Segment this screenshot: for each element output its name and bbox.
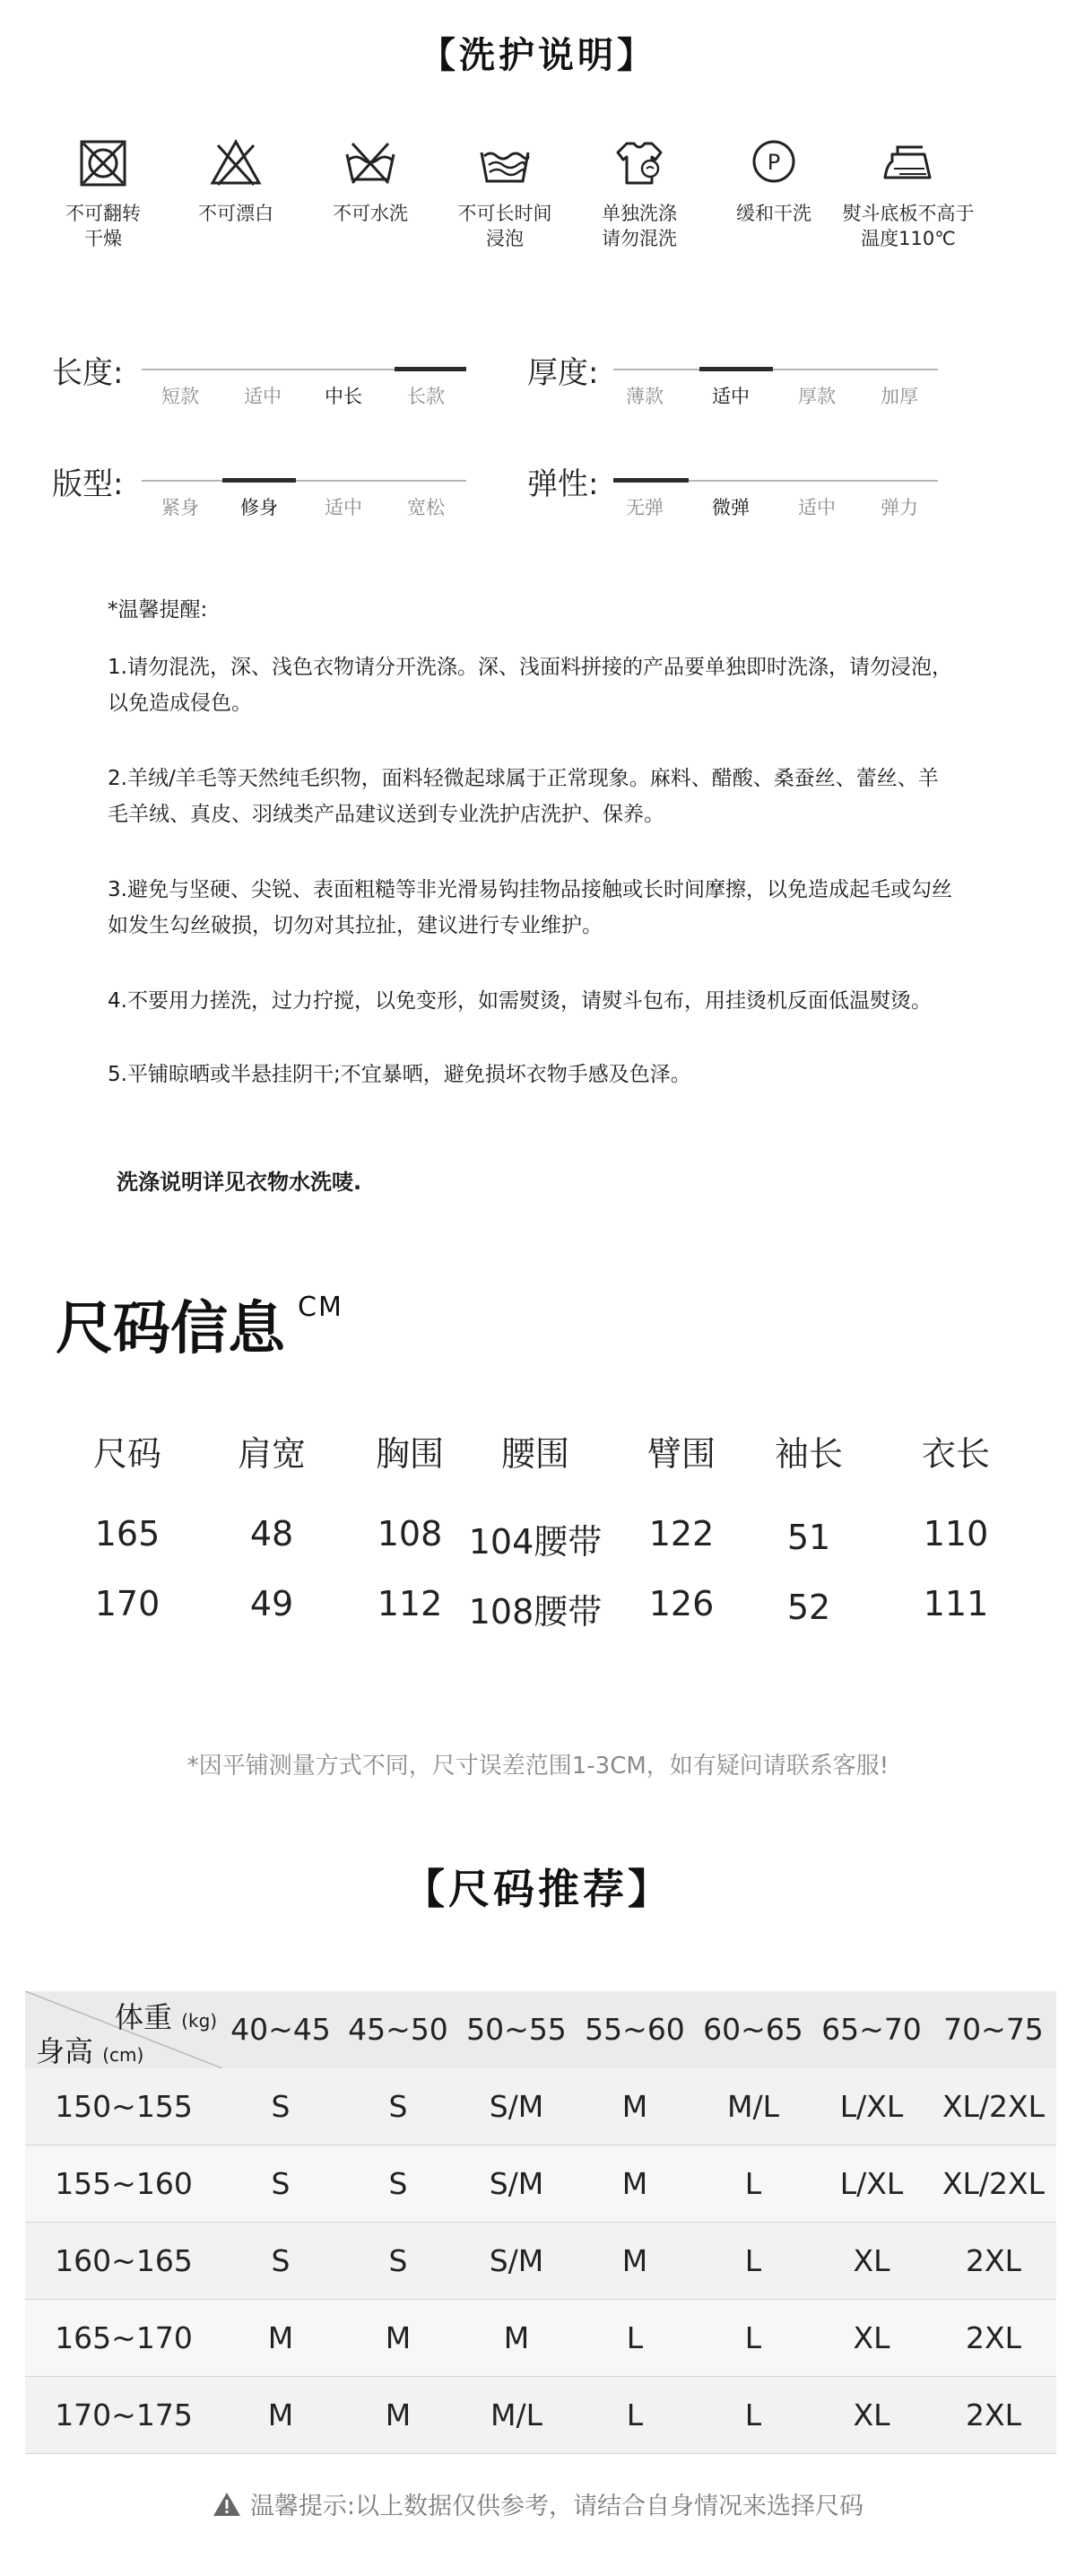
tip-item-5 [108, 1057, 1004, 1092]
length-option: 适中 [244, 386, 282, 407]
thickness-option: 薄款 [626, 386, 664, 407]
tip-line: 1.请勿混洗，深、浅色衣物请分开洗涤。深、浅面料拼接的产品要单独即时洗涤，请勿浸泡， [108, 656, 952, 679]
size-header: 臂围 [646, 1434, 716, 1474]
size-info-unit: CM [298, 1292, 343, 1323]
elasticity-option: 无弹 [626, 497, 664, 518]
size-header: 尺码 [92, 1434, 161, 1474]
recommend-row [25, 2377, 1056, 2454]
height-header [36, 2029, 143, 2070]
thickness-selected-bar [699, 367, 773, 371]
care-item [169, 135, 303, 226]
warning-icon [213, 2491, 241, 2524]
tips-heading: *温馨提醒: [108, 598, 208, 622]
size-header: 肩宽 [237, 1434, 306, 1474]
elasticity-label: 弹性: [527, 466, 599, 502]
care-item [36, 135, 170, 251]
size-cell: 49 [249, 1584, 294, 1623]
weight-range: 45~50 [348, 2012, 448, 2047]
size-cell: 122 [648, 1514, 715, 1553]
no-tumble-dry-icon [36, 135, 170, 192]
size-value: S [271, 2243, 291, 2278]
weight-range: 60~65 [703, 2012, 803, 2047]
fit-scale [52, 459, 473, 531]
fit-option-selected: 修身 [240, 497, 278, 518]
size-cell: 110 [923, 1514, 989, 1553]
size-cell: 111 [923, 1584, 989, 1623]
size-value: L/XL [839, 2166, 904, 2201]
size-cell: 51 [786, 1518, 831, 1557]
recommend-title: 【尺码推荐】 [404, 1865, 672, 1913]
gentle-dry-clean-icon [707, 135, 841, 192]
size-value: 2XL [966, 2398, 1021, 2432]
care-label: 不可翻转 干燥 [65, 203, 141, 249]
height-range: 160~165 [55, 2243, 193, 2278]
size-value: XL [853, 2320, 890, 2355]
size-note: *因平铺测量方式不同，尺寸误差范围1-3CM，如有疑问请联系客服! [187, 1753, 889, 1780]
thickness-track [613, 369, 938, 370]
tip-line: 5.平铺晾晒或半悬挂阴干;不宜暴晒，避免损坏衣物手感及色泽。 [108, 1063, 691, 1086]
weight-label: 体重 [115, 2000, 173, 2034]
length-label: 长度: [52, 355, 124, 391]
tip-item-4 [108, 983, 1004, 1019]
size-value: M [621, 2166, 648, 2201]
size-value: M/L [727, 2089, 779, 2124]
size-value: L [744, 2243, 762, 2278]
size-value: L [626, 2320, 644, 2355]
size-value: M [385, 2320, 412, 2355]
size-value: XL [853, 2243, 890, 2278]
size-header: 腰围 [500, 1434, 569, 1474]
size-value: M [267, 2320, 294, 2355]
size-value: L [744, 2166, 762, 2201]
weight-range: 65~70 [821, 2012, 922, 2047]
fit-option: 紧身 [161, 497, 199, 518]
care-label: 不可水洗 [333, 203, 408, 224]
length-option: 长款 [407, 386, 445, 407]
recommend-row [25, 2068, 1056, 2145]
weight-range: 40~45 [230, 2012, 331, 2047]
size-header: 衣长 [921, 1434, 990, 1474]
care-item [438, 135, 572, 251]
care-label: 熨斗底板不高于 温度110℃ [842, 203, 975, 249]
care-item [707, 135, 841, 226]
size-value: S [388, 2166, 408, 2201]
size-value: M [621, 2089, 648, 2124]
size-value: L/XL [839, 2089, 904, 2124]
size-value: M [385, 2398, 412, 2432]
height-range: 170~175 [55, 2398, 193, 2432]
size-value: M [621, 2243, 648, 2278]
no-bleach-icon [169, 135, 303, 192]
size-value: S/M [489, 2089, 544, 2124]
weight-range: 50~55 [466, 2012, 567, 2047]
recommend-row [25, 2300, 1056, 2377]
size-value: S [388, 2089, 408, 2124]
thickness-option: 厚款 [798, 386, 836, 407]
weight-unit: (kg) [181, 2010, 218, 2032]
length-scale [52, 348, 473, 420]
size-value: L [744, 2398, 762, 2432]
length-selected-bar [395, 367, 466, 371]
size-value: XL [853, 2398, 890, 2432]
recommend-header-row [25, 1991, 1056, 2068]
tip-line: 以免造成侵色。 [108, 692, 252, 715]
fit-track [142, 480, 466, 482]
size-cell: 104腰带 [468, 1522, 603, 1562]
elasticity-scale [527, 459, 949, 531]
size-value: S/M [489, 2166, 544, 2201]
size-value: XL/2XL [941, 2089, 1046, 2124]
tip-item-1 [108, 649, 1004, 721]
tip-line: 如发生勾丝破损，切勿对其拉扯，建议进行专业维护。 [108, 914, 603, 937]
height-label: 身高 [36, 2034, 94, 2068]
footer-tip-text: 温馨提示:以上数据仅供参考，请结合自身情况来选择尺码 [249, 2493, 864, 2520]
size-value: 2XL [966, 2320, 1021, 2355]
svg-text:P: P [767, 150, 781, 175]
size-info-title: 尺码信息 [56, 1296, 285, 1362]
elasticity-option-selected: 微弹 [712, 497, 750, 518]
size-cell: 112 [377, 1584, 443, 1623]
tip-item-2 [108, 761, 1004, 832]
size-value: M [503, 2320, 530, 2355]
size-value: M/L [490, 2398, 542, 2432]
thickness-option: 加厚 [881, 386, 918, 407]
care-item [841, 135, 976, 251]
thickness-label: 厚度: [527, 355, 599, 391]
fit-option: 宽松 [407, 497, 445, 518]
fit-option: 适中 [325, 497, 362, 518]
fit-label: 版型: [52, 466, 124, 502]
care-item [303, 135, 438, 226]
size-value: S/M [489, 2243, 544, 2278]
thickness-scale [527, 348, 949, 420]
tip-line: 毛羊绒、真皮、羽绒类产品建议送到专业洗护店洗护、保养。 [108, 803, 664, 826]
iron-low-temp-icon [841, 135, 976, 192]
care-label: 不可长时间 浸泡 [457, 203, 552, 249]
size-value: S [271, 2166, 291, 2201]
tip-item-3 [108, 872, 1004, 944]
recommend-row [25, 2223, 1056, 2300]
care-label: 单独洗涤 请勿混洗 [602, 203, 677, 249]
size-value: L [744, 2320, 762, 2355]
height-range: 155~160 [55, 2166, 193, 2201]
no-wash-icon [303, 135, 438, 192]
thickness-option-selected: 适中 [712, 386, 750, 407]
care-label: 缓和干洗 [736, 203, 811, 224]
elasticity-selected-bar [613, 478, 689, 483]
tip-line: 2.羊绒/羊毛等天然纯毛织物，面料轻微起球属于正常现象。麻料、醋酸、桑蚕丝、蕾丝、羊 [108, 767, 939, 790]
recommend-row [25, 2145, 1056, 2223]
size-cell: 52 [786, 1588, 831, 1627]
height-range: 150~155 [55, 2089, 193, 2124]
no-soak-icon [438, 135, 572, 192]
fit-selected-bar [222, 478, 296, 483]
care-item [572, 135, 707, 251]
care-icons-row [36, 135, 1040, 269]
size-header: 胸围 [375, 1434, 444, 1474]
tip-line: 4.不要用力搓洗，过力拧搅，以免变形，如需熨烫，请熨斗包布，用挂烫机反面低温熨烫。 [108, 989, 932, 1013]
size-cell: 108腰带 [468, 1592, 603, 1632]
length-track [142, 369, 466, 370]
size-value: S [388, 2243, 408, 2278]
weight-range: 55~60 [585, 2012, 685, 2047]
care-label: 不可漂白 [198, 203, 273, 224]
footer-tip [0, 2486, 1076, 2524]
length-option-selected: 中长 [325, 386, 362, 407]
elasticity-option: 适中 [798, 497, 836, 518]
length-option: 短款 [161, 386, 199, 407]
size-value: 2XL [966, 2243, 1021, 2278]
size-value: L [626, 2398, 644, 2432]
size-header: 袖长 [774, 1434, 843, 1474]
size-cell: 48 [249, 1514, 294, 1553]
wash-note: 洗涤说明详见衣物水洗唛. [117, 1170, 362, 1195]
size-value: XL/2XL [941, 2166, 1046, 2201]
size-cell: 165 [94, 1514, 161, 1553]
wash-separately-icon [572, 135, 707, 192]
weight-range: 70~75 [943, 2012, 1044, 2047]
size-cell: 108 [377, 1514, 443, 1553]
elasticity-track [613, 480, 938, 482]
height-unit: (cm) [102, 2044, 144, 2066]
tip-line: 3.避免与坚硬、尖锐、表面粗糙等非光滑易钩挂物品接触或长时间摩擦，以免造成起毛或勾丝 [108, 878, 952, 901]
size-cell: 126 [648, 1584, 715, 1623]
size-cell: 170 [94, 1584, 161, 1623]
height-range: 165~170 [55, 2320, 193, 2355]
size-value: M [267, 2398, 294, 2432]
elasticity-option: 弹力 [881, 497, 918, 518]
size-value: S [271, 2089, 291, 2124]
care-title: 【洗护说明】 [420, 35, 656, 76]
